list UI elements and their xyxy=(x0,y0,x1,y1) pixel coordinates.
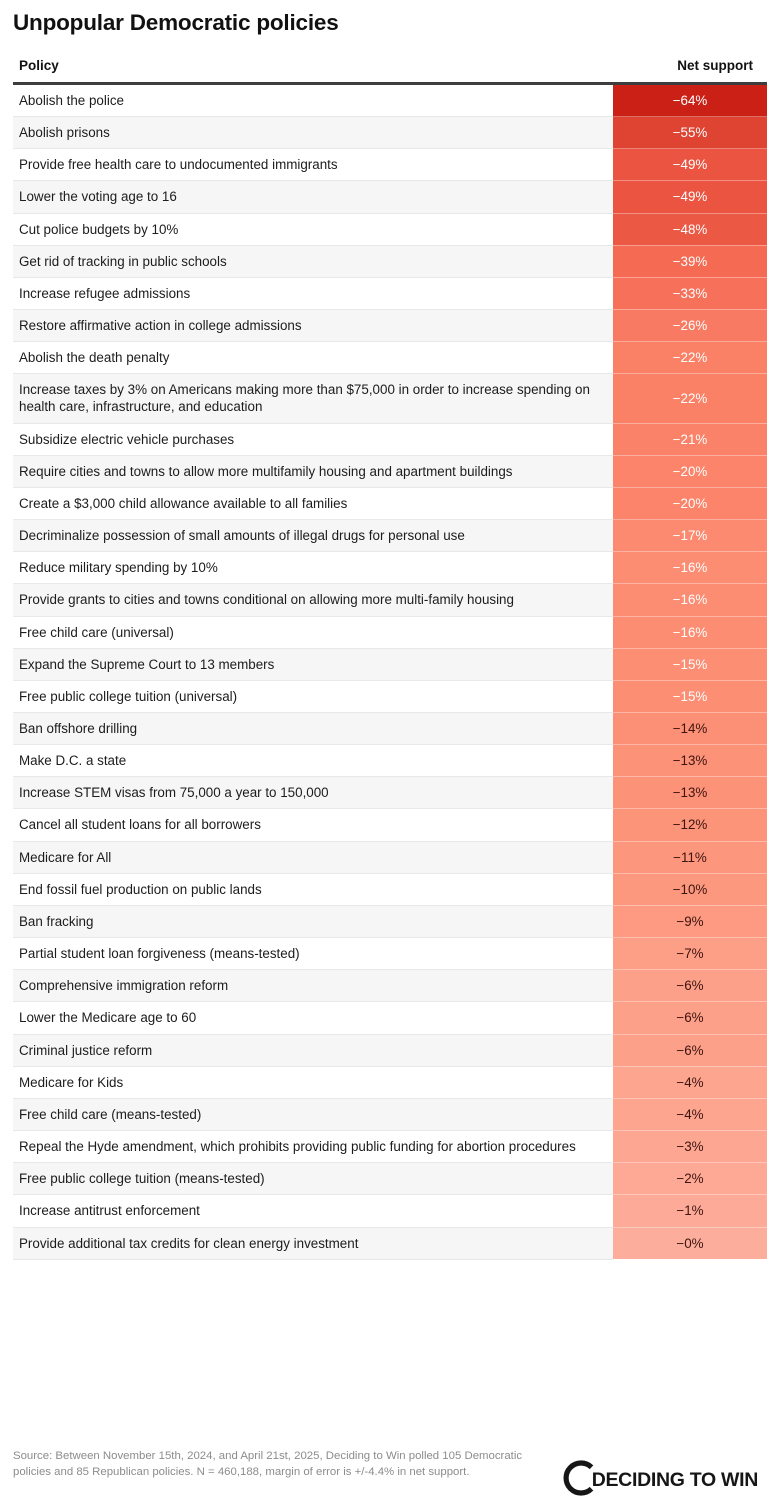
table-row xyxy=(13,1098,767,1130)
net-support-value: −16% xyxy=(613,552,767,584)
table-row xyxy=(13,873,767,905)
net-support-value: −15% xyxy=(613,648,767,680)
table-row xyxy=(13,487,767,519)
net-support-value: −16% xyxy=(613,584,767,616)
table-row xyxy=(13,245,767,277)
table-row xyxy=(13,181,767,213)
table-row xyxy=(13,85,767,117)
table-body xyxy=(13,85,767,1259)
net-support-value: −55% xyxy=(613,117,767,149)
policy-label: Partial student loan forgiveness (means-tested) xyxy=(13,938,613,970)
table-row xyxy=(13,277,767,309)
policy-label: Provide additional tax credits for clean energy investment xyxy=(13,1227,613,1259)
policy-label: Free public college tuition (universal) xyxy=(13,680,613,712)
policy-label: Cancel all student loans for all borrowers xyxy=(13,809,613,841)
policy-label: Get rid of tracking in public schools xyxy=(13,245,613,277)
net-support-value: −21% xyxy=(613,423,767,455)
column-header-net-support: Net support xyxy=(613,58,767,82)
net-support-value: −14% xyxy=(613,713,767,745)
policy-label: Provide free health care to undocumented immigrants xyxy=(13,149,613,181)
net-support-value: −20% xyxy=(613,487,767,519)
policy-label: Increase taxes by 3% on Americans making more than $75,000 in order to increase spending on health care, infrastructure, and education xyxy=(13,374,613,423)
net-support-value: −4% xyxy=(613,1066,767,1098)
policy-label: Abolish prisons xyxy=(13,117,613,149)
policy-label: Make D.C. a state xyxy=(13,745,613,777)
net-support-value: −2% xyxy=(613,1163,767,1195)
net-support-value: −10% xyxy=(613,873,767,905)
table-row xyxy=(13,809,767,841)
net-support-value: −9% xyxy=(613,905,767,937)
table-row xyxy=(13,117,767,149)
table-row xyxy=(13,1227,767,1259)
policy-label: Comprehensive immigration reform xyxy=(13,970,613,1002)
table-row xyxy=(13,1131,767,1163)
policy-label: Medicare for Kids xyxy=(13,1066,613,1098)
net-support-value: −1% xyxy=(613,1195,767,1227)
policy-label: Require cities and towns to allow more multifamily housing and apartment buildings xyxy=(13,455,613,487)
footer xyxy=(13,1448,758,1503)
net-support-value: −6% xyxy=(613,1034,767,1066)
policy-label: Free public college tuition (means-tested) xyxy=(13,1163,613,1195)
net-support-value: −22% xyxy=(613,342,767,374)
table-row xyxy=(13,552,767,584)
table-row xyxy=(13,648,767,680)
net-support-value: −20% xyxy=(613,455,767,487)
table-row xyxy=(13,584,767,616)
net-support-value: −13% xyxy=(613,777,767,809)
net-support-value: −0% xyxy=(613,1227,767,1259)
policy-label: Increase antitrust enforcement xyxy=(13,1195,613,1227)
table-row xyxy=(13,455,767,487)
policy-label: Provide grants to cities and towns conditional on allowing more multi-family housing xyxy=(13,584,613,616)
policy-label: Reduce military spending by 10% xyxy=(13,552,613,584)
policy-label: Increase STEM visas from 75,000 a year to 150,000 xyxy=(13,777,613,809)
table-row xyxy=(13,309,767,341)
net-support-value: −49% xyxy=(613,181,767,213)
net-support-value: −48% xyxy=(613,213,767,245)
policy-label: Create a $3,000 child allowance available to all families xyxy=(13,487,613,519)
policy-label: Lower the Medicare age to 60 xyxy=(13,1002,613,1034)
net-support-value: −15% xyxy=(613,680,767,712)
net-support-value: −16% xyxy=(613,616,767,648)
net-support-value: −11% xyxy=(613,841,767,873)
table-row xyxy=(13,680,767,712)
table-row xyxy=(13,520,767,552)
net-support-value: −33% xyxy=(613,277,767,309)
table-row xyxy=(13,713,767,745)
table-row xyxy=(13,1002,767,1034)
table-row xyxy=(13,841,767,873)
net-support-value: −64% xyxy=(613,85,767,117)
policy-label: Ban offshore drilling xyxy=(13,713,613,745)
table-row xyxy=(13,938,767,970)
table-row xyxy=(13,149,767,181)
policy-label: Cut police budgets by 10% xyxy=(13,213,613,245)
table-row xyxy=(13,777,767,809)
policy-label: Increase refugee admissions xyxy=(13,277,613,309)
policy-label: Repeal the Hyde amendment, which prohibits providing public funding for abortion procedures xyxy=(13,1131,613,1163)
policy-label: Expand the Supreme Court to 13 members xyxy=(13,648,613,680)
table-row xyxy=(13,342,767,374)
source-note: Source: Between November 15th, 2024, and April 21st, 2025, Deciding to Win polled 105 Democratic policies and 85 Republican policies. N = 460,188, margin of error is +/-4.4% in net support. xyxy=(13,1450,523,1479)
policy-label: Free child care (universal) xyxy=(13,616,613,648)
policy-label: Restore affirmative action in college admissions xyxy=(13,309,613,341)
net-support-value: −6% xyxy=(613,1002,767,1034)
policy-label: Abolish the police xyxy=(13,85,613,117)
table-row xyxy=(13,374,767,423)
net-support-value: −26% xyxy=(613,309,767,341)
net-support-value: −7% xyxy=(613,938,767,970)
column-header-policy: Policy xyxy=(13,58,613,82)
page-title: Unpopular Democratic policies xyxy=(13,10,339,35)
table-header-row xyxy=(13,58,767,82)
brand-logo-text: DECIDING TO WIN xyxy=(591,1468,758,1491)
policy-label: End fossil fuel production on public lands xyxy=(13,873,613,905)
policy-label: Subsidize electric vehicle purchases xyxy=(13,423,613,455)
table-header xyxy=(13,58,767,85)
policy-label: Lower the voting age to 16 xyxy=(13,181,613,213)
net-support-value: −4% xyxy=(613,1098,767,1130)
table-row xyxy=(13,1034,767,1066)
net-support-value: −13% xyxy=(613,745,767,777)
brand-logo xyxy=(560,1448,758,1503)
policy-label: Criminal justice reform xyxy=(13,1034,613,1066)
table-row xyxy=(13,1163,767,1195)
table-row xyxy=(13,745,767,777)
table-row xyxy=(13,1195,767,1227)
policy-label: Decriminalize possession of small amounts of illegal drugs for personal use xyxy=(13,520,613,552)
net-support-value: −49% xyxy=(613,149,767,181)
net-support-value: −17% xyxy=(613,520,767,552)
policy-label: Ban fracking xyxy=(13,905,613,937)
policy-table xyxy=(13,58,767,1260)
table-row xyxy=(13,905,767,937)
table-row xyxy=(13,970,767,1002)
policy-label: Medicare for All xyxy=(13,841,613,873)
table-row xyxy=(13,213,767,245)
net-support-value: −22% xyxy=(613,374,767,423)
net-support-value: −39% xyxy=(613,245,767,277)
policy-label: Free child care (means-tested) xyxy=(13,1098,613,1130)
net-support-value: −12% xyxy=(613,809,767,841)
table-row xyxy=(13,616,767,648)
table-row xyxy=(13,423,767,455)
table-row xyxy=(13,1066,767,1098)
net-support-value: −6% xyxy=(613,970,767,1002)
net-support-value: −3% xyxy=(613,1131,767,1163)
policy-label: Abolish the death penalty xyxy=(13,342,613,374)
